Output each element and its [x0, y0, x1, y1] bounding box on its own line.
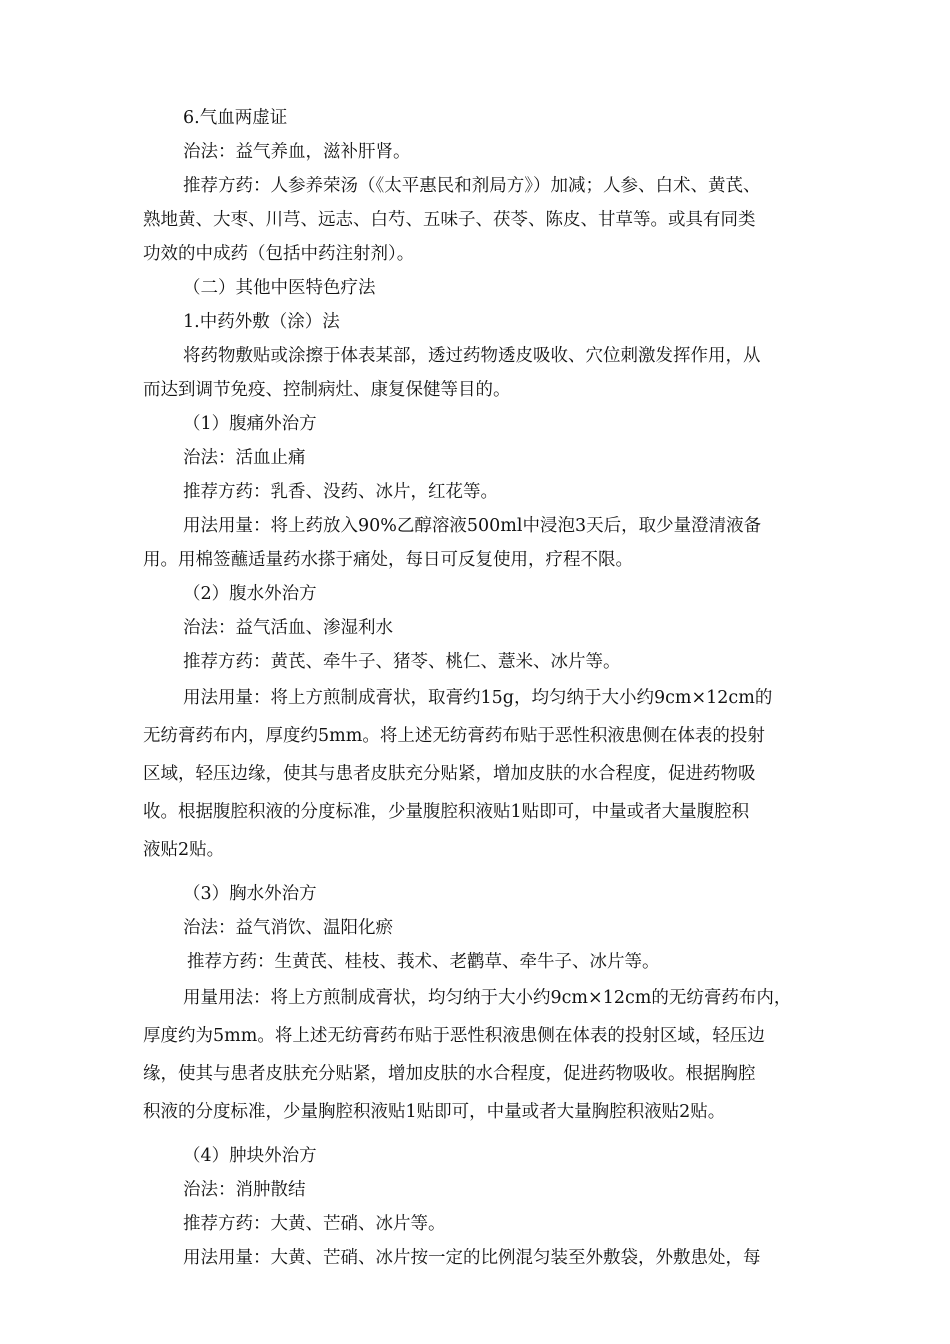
- paragraph-line: 缘，使其与患者皮肤充分贴紧，增加皮肤的水合程度，促进药物吸收。根据胸腔: [143, 1064, 756, 1084]
- heading-syndrome-6: 6.气血两虚证: [183, 108, 288, 128]
- usage-dosage: 用量用法：将上方煎制成膏状，均匀纳于大小约9cm×12cm的无纺膏药布内，: [183, 988, 792, 1008]
- paragraph-line: 积液的分度标准，少量胸腔积液贴1贴即可，中量或者大量胸腔积液贴2贴。: [143, 1102, 726, 1122]
- paragraph-line: 液贴2贴。: [143, 840, 225, 860]
- paragraph-line: 厚度约为5mm。将上述无纺膏药布贴于恶性积液患侧在体表的投射区域，轻压边: [143, 1026, 765, 1046]
- treatment-principle: 治法：益气养血，滋补肝肾。: [183, 142, 411, 162]
- paragraph-line: 无纺膏药布内，厚度约5mm。将上述无纺膏药布贴于恶性积液患侧在体表的投射: [143, 726, 765, 746]
- treatment-principle: 治法：消肿散结: [183, 1180, 306, 1200]
- item-heading-ascites: （2）腹水外治方: [183, 584, 317, 604]
- item-heading-pleural-effusion: （3）胸水外治方: [183, 884, 317, 904]
- paragraph-line: 区域，轻压边缘，使其与患者皮肤充分贴紧，增加皮肤的水合程度，促进药物吸: [143, 764, 756, 784]
- recommended-prescription: 推荐方药：大黄、芒硝、冰片等。: [183, 1214, 446, 1234]
- recommended-prescription: 推荐方药：人参养荣汤（《太平惠民和剂局方》）加减；人参、白术、黄芪、: [183, 176, 761, 196]
- recommended-prescription: 推荐方药：生黄芪、桂枝、莪术、老鹳草、牵牛子、冰片等。: [187, 952, 660, 972]
- treatment-principle: 治法：活血止痛: [183, 448, 306, 468]
- recommended-prescription: 推荐方药：黄芪、牵牛子、猪苓、桃仁、薏米、冰片等。: [183, 652, 621, 672]
- recommended-prescription: 推荐方药：乳香、没药、冰片，红花等。: [183, 482, 498, 502]
- paragraph-line: 功效的中成药（包括中药注射剂）。: [143, 244, 415, 264]
- subsection-heading-external-application: 1.中药外敷（涂）法: [183, 312, 340, 332]
- paragraph-line: 熟地黄、大枣、川芎、远志、白芍、五味子、茯苓、陈皮、甘草等。或具有同类: [143, 210, 756, 230]
- section-heading-other-therapies: （二）其他中医特色疗法: [183, 278, 376, 298]
- paragraph-line: 而达到调节免疫、控制病灶、康复保健等目的。: [143, 380, 511, 400]
- usage-dosage: 用法用量：大黄、芒硝、冰片按一定的比例混匀装至外敷袋，外敷患处，每: [183, 1248, 761, 1268]
- item-heading-abdominal-pain: （1）腹痛外治方: [183, 414, 317, 434]
- paragraph-line: 收。根据腹腔积液的分度标准，少量腹腔积液贴1贴即可，中量或者大量腹腔积: [143, 802, 750, 822]
- document-page: [143, 101, 815, 1275]
- usage-dosage: 用法用量：将上方煎制成膏状，取膏约15g，均匀纳于大小约9cm×12cm的: [183, 688, 773, 708]
- treatment-principle: 治法：益气活血、渗湿利水: [183, 618, 393, 638]
- treatment-principle: 治法：益气消饮、温阳化瘀: [183, 918, 393, 938]
- usage-dosage: 用法用量：将上药放入90%乙醇溶液500ml中浸泡3天后，取少量澄清液备: [183, 516, 762, 536]
- item-heading-mass: （4）肿块外治方: [183, 1146, 317, 1166]
- paragraph-line: 用。用棉签蘸适量药水搽于痛处，每日可反复使用，疗程不限。: [143, 550, 633, 570]
- paragraph-line: 将药物敷贴或涂擦于体表某部，透过药物透皮吸收、穴位刺激发挥作用，从: [183, 346, 761, 366]
